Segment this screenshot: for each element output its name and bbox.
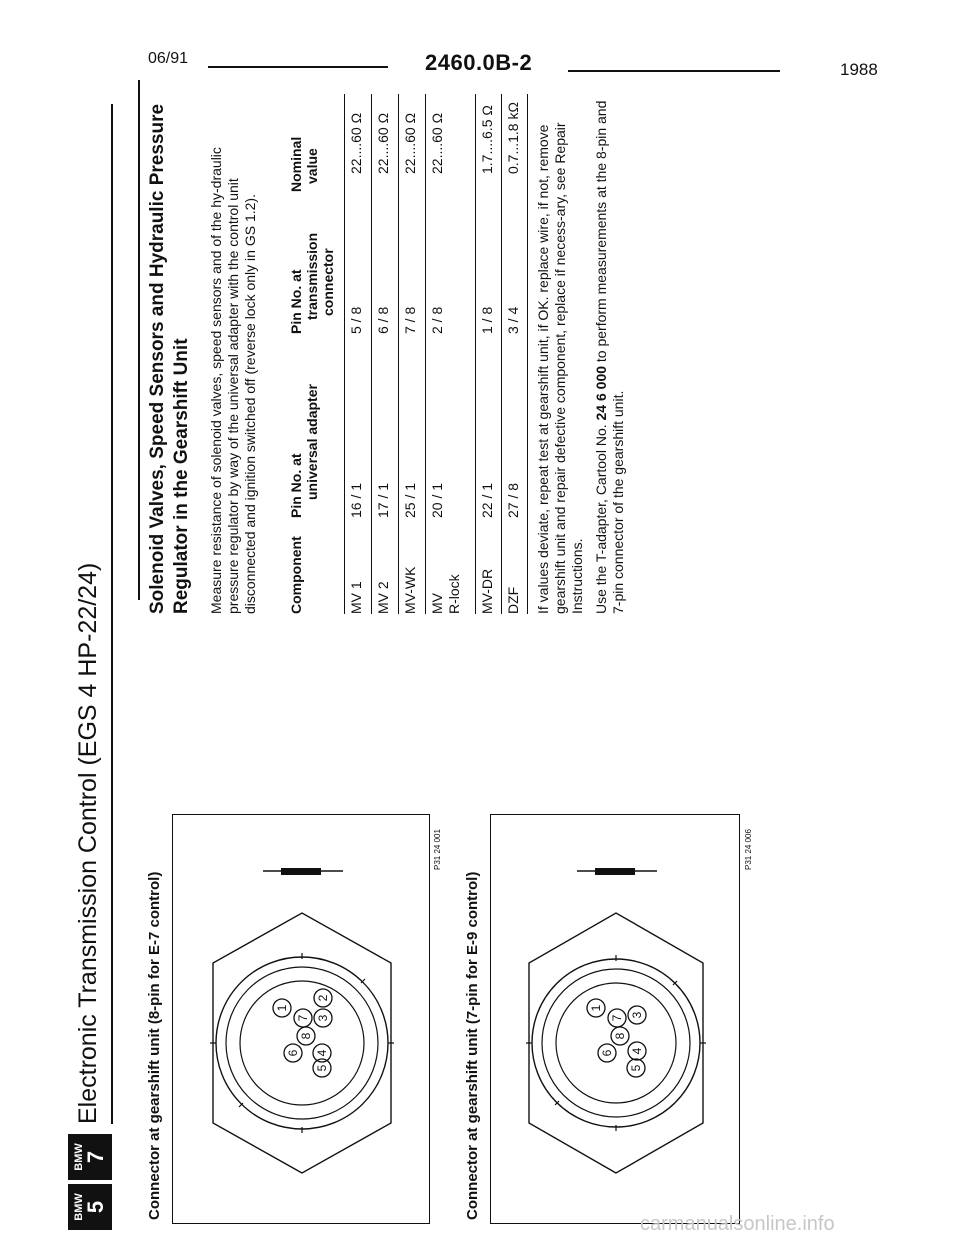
pin-label: 3	[316, 1014, 330, 1022]
header-date: 06/91	[148, 50, 189, 67]
table-row: MV-WK 25 / 1 7 / 8 22....60 Ω	[398, 94, 423, 614]
col-header-component: Component	[288, 536, 304, 614]
connector-diagram-8pin	[172, 814, 430, 1224]
header-rule-right	[568, 70, 780, 72]
table-bottom-rule	[527, 94, 528, 614]
watermark: carmanualsonline.info	[640, 1213, 835, 1235]
header-rule-left	[208, 66, 388, 68]
pin-label: 2	[316, 994, 330, 1002]
table-row: MV R-lock 20 / 1 2 / 8 22....60 Ω	[425, 94, 470, 614]
connector-drawing-8pin	[173, 813, 431, 1223]
table-row: DZF 27 / 8 3 / 4 0.7...1.8 kΩ	[501, 94, 526, 614]
pin-label: 8	[299, 1032, 313, 1040]
intro-paragraph: Measure resistance of solenoid valves, speed sensors and of the hy-draulic pressure regulator by way of the universal adapter with the control unit disconnected and ignition switched off (reverse lock only in GS 1.2).	[208, 147, 258, 614]
tool-note-paragraph: Use the T-adapter, Cartool No. 24 6 000 to perform measurements at the 8-pin and 7-pin connector of the gearshift unit.	[593, 100, 626, 614]
series-badges	[68, 1134, 112, 1230]
pin-label: 4	[630, 1047, 644, 1055]
figure-caption-7pin: Connector at gearshift unit (7-pin for E-9 control)	[464, 871, 481, 1220]
document-title: Electronic Transmission Control (EGS 4 HP-22/24)	[74, 562, 102, 1124]
pin-label: 6	[600, 1049, 614, 1057]
series-badge: BMW 5	[68, 1184, 112, 1230]
pin-label: 7	[296, 1014, 310, 1022]
col-header-nominal-value: Nominal value	[288, 136, 320, 192]
table-row: MV 2 17 / 1 6 / 8 22....60 Ω	[371, 94, 396, 614]
note-paragraph: If values deviate, repeat test at gearshift unit, if OK. replace wire, if not, remove gearshift unit and repair defective component, replace if necess-ary, see Repair Instructions.	[535, 122, 585, 614]
pin-label: 5	[315, 1064, 329, 1072]
connector-drawing-7pin	[491, 813, 741, 1223]
figure-caption-8pin: Connector at gearshift unit (8-pin for E-7 control)	[146, 871, 163, 1220]
connector-diagram-7pin	[490, 814, 740, 1224]
document-number: 2460.0B-2	[425, 50, 533, 75]
pin-label: 4	[315, 1049, 329, 1057]
cartool-number: 24 6 000	[593, 365, 609, 421]
pin-label: 3	[630, 1011, 644, 1019]
table-row: MV 1 16 / 1 5 / 8 22....60 Ω	[344, 94, 369, 614]
header-year: 1988	[840, 60, 878, 79]
title-rule	[111, 104, 113, 1124]
rotated-page	[0, 82, 780, 1242]
series-badge: BMW 7	[68, 1134, 112, 1180]
col-header-transmission-pin: Pin No. at transmission connector	[288, 232, 336, 334]
figure-code-7pin: P31 24 006	[744, 829, 753, 870]
col-header-adapter-pin: Pin No. at universal adapter	[288, 384, 320, 518]
pin-label: 1	[275, 1004, 289, 1012]
table-row: MV-DR 22 / 1 1 / 8 1.7....6.5 Ω	[475, 94, 500, 614]
pin-label: 1	[589, 1004, 603, 1012]
pin-label: 7	[610, 1014, 624, 1022]
pin-label: 6	[286, 1049, 300, 1057]
pin-label: 8	[613, 1032, 627, 1040]
section-title: Solenoid Valves, Speed Sensors and Hydraulic Pressure Regulator in the Gearshift Unit	[147, 103, 192, 614]
pin-label: 5	[629, 1064, 643, 1072]
figure-code-8pin: P31 24 001	[433, 829, 442, 870]
